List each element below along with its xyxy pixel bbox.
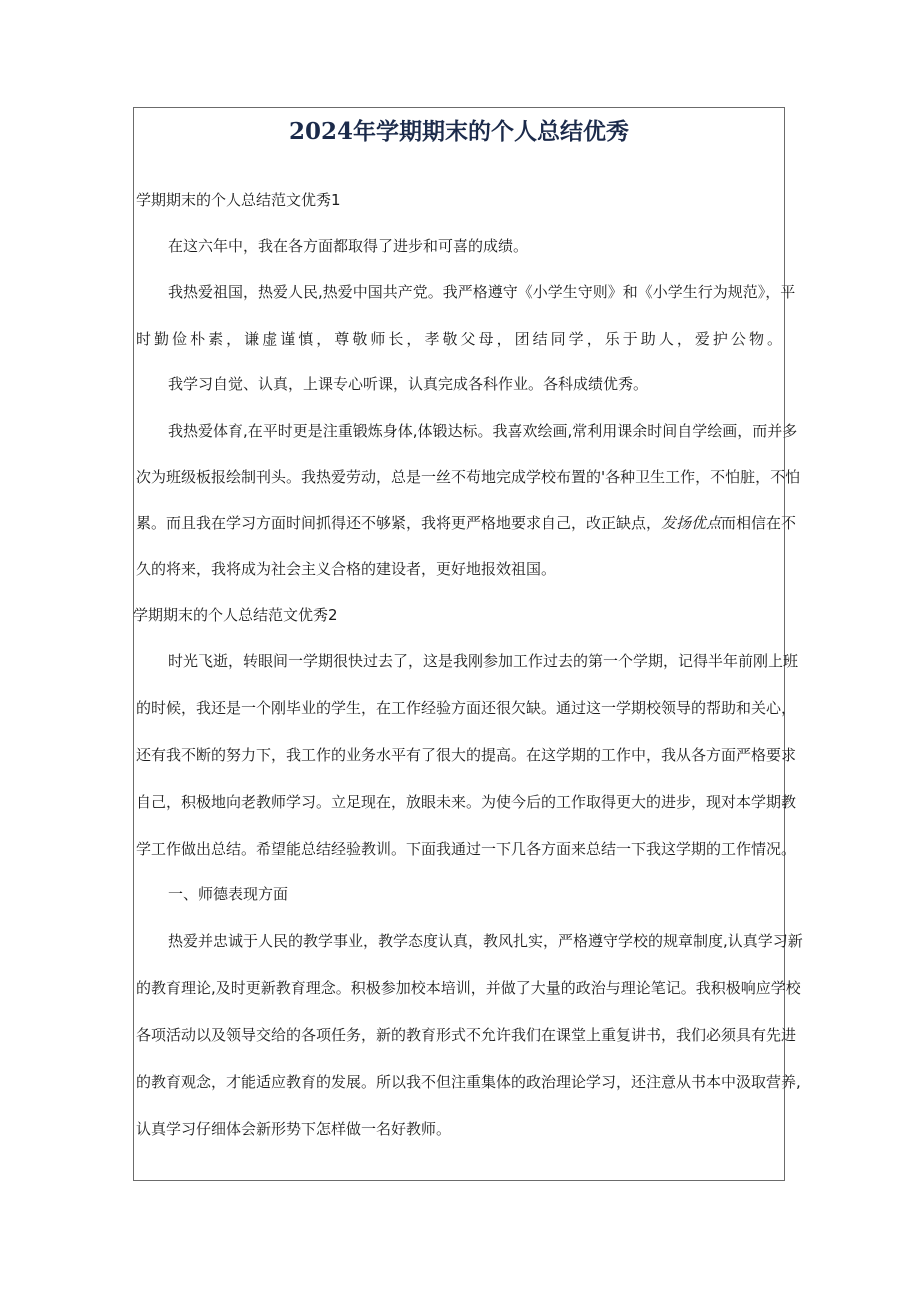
- section-2-paragraph-2-line-3: 各项活动以及领导交给的各项任务，新的教育形式不允许我们在课堂上重复讲书，我们必须具有先进: [136, 1026, 797, 1044]
- section-2-paragraph-2-line-5: 认真学习仔细体会新形势下怎样做一名好教师。: [136, 1120, 452, 1138]
- section-1-paragraph-2-line-2: 时勤俭朴素，谦虚谨慎，尊敬师长，孝敬父母，团结同学，乐于助人，爱护公物。: [136, 330, 782, 348]
- section-2-heading: 学期期末的个人总结范文优秀2: [133, 606, 338, 624]
- line-3-part-c: 而相信在不: [721, 514, 797, 532]
- section-1-paragraph-4-line-2: 次为班级板报绘制刊头。我热爱劳动，总是一丝不苟地完成学校布置的'各种卫生工作，不怕脏，不怕: [136, 468, 801, 486]
- document-body: [133, 184, 803, 1146]
- section-1-heading: 学期期末的个人总结范文优秀1: [136, 191, 341, 209]
- line-3-part-a: 累。而且我在学习方面时间抓得还不够紧，我将更严格地要求自己，改正缺点，: [136, 514, 662, 532]
- section-1-paragraph-3: 我学习自觉、认真，上课专心听课，认真完成各科作业。各科成绩优秀。: [168, 375, 649, 393]
- section-2-sub-heading: 一、师德表现方面: [168, 885, 289, 903]
- section-2-paragraph-1-line-5: 学工作做出总结。希望能总结经验教训。下面我通过一下几各方面来总结一下我这学期的工作情况。: [136, 840, 797, 858]
- section-2-paragraph-2-line-2: 的教育理论,及时更新教育理念。积极参加校本培训，并做了大量的政治与理论笔记。我积极响应学校: [136, 979, 801, 997]
- section-1-paragraph-4-line-4: 久的将来，我将成为社会主义合格的建设者，更好地报效祖国。: [136, 560, 557, 578]
- section-2-paragraph-1-line-2: 的时候，我还是一个刚毕业的学生，在工作经验方面还很欠缺。通过这一学期校领导的帮助和关心，: [136, 699, 797, 717]
- section-1-paragraph-4-line-3: [136, 507, 797, 540]
- section-2-paragraph-2-line-4: 的教育观念，才能适应教育的发展。所以我不但注重集体的政治理论学习，还注意从书本中汲取营养,: [136, 1073, 801, 1091]
- section-2-paragraph-2-line-1: 热爱并忠诚于人民的教学事业，教学态度认真，教风扎实，严格遵守学校的规章制度,认真学习新: [168, 932, 803, 950]
- line-3-part-b: 发扬优点: [661, 514, 722, 532]
- section-1-paragraph-4-line-1: 我热爱体育,在平时更是注重锻炼身体,体锻达标。我喜欢绘画,常利用课余时间自学绘画，而并多: [168, 422, 798, 440]
- section-1-paragraph-2-line-1: 我热爱祖国，热爱人民,热爱中国共产党。我严格遵守《小学生守则》和《小学生行为规范》，平: [168, 283, 796, 301]
- document-title: 2024年学期期末的个人总结优秀: [288, 118, 629, 145]
- section-1-paragraph-1: 在这六年中，我在各方面都取得了进步和可喜的成绩。: [168, 237, 529, 255]
- section-2-paragraph-1-line-4: 自己，积极地向老教师学习。立足现在，放眼未来。为使今后的工作取得更大的进步，现对本学期教: [136, 793, 797, 811]
- section-2-paragraph-1-line-1: 时光飞逝，转眼间一学期很快过去了，这是我刚参加工作过去的第一个学期，记得半年前刚上班: [168, 652, 799, 670]
- section-2-paragraph-1-line-3: 还有我不断的努力下，我工作的业务水平有了很大的提高。在这学期的工作中，我从各方面严格要求: [136, 746, 797, 764]
